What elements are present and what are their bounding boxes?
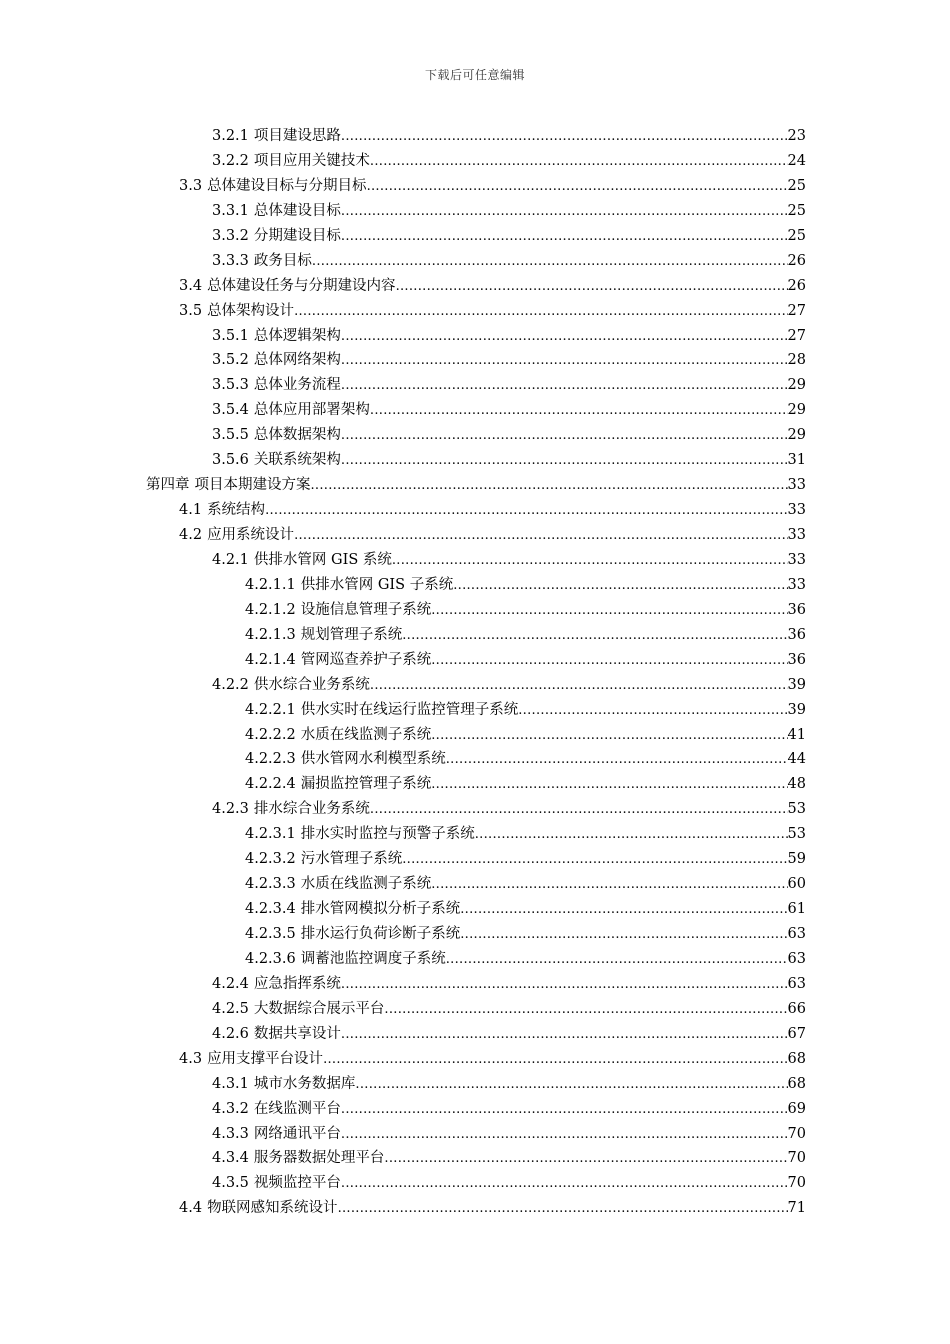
toc-entry-page-number: 25 xyxy=(787,227,806,244)
toc-entry-page-number: 31 xyxy=(787,452,806,469)
toc-entry-title: 排水运行负荷诊断子系统 xyxy=(300,926,461,942)
toc-entry-number: 3.5.1 xyxy=(212,327,249,344)
toc-entry[interactable] xyxy=(0,1171,950,1196)
toc-dot-leader xyxy=(341,424,788,449)
toc-entry-title: 总体业务流程 xyxy=(253,377,341,394)
toc-entry-title: 供排水管网 GIS 子系统 xyxy=(300,576,454,593)
toc-entry-title: 排水实时监控与预警子系统 xyxy=(300,826,475,843)
toc-dot-leader xyxy=(341,973,788,998)
toc-entry-number: 3.3.2 xyxy=(212,227,249,244)
toc-entry-title: 城市水务数据库 xyxy=(253,1075,356,1092)
toc-entry-title: 调蓄池监控调度子系统 xyxy=(300,950,446,967)
toc-entry-number: 3.3 xyxy=(179,177,203,194)
toc-dot-leader xyxy=(431,649,787,674)
toc-entry-page-number: 33 xyxy=(787,527,806,543)
toc-entry-number: 3.4 xyxy=(179,277,203,294)
toc-entry-title: 总体应用部署架构 xyxy=(253,402,370,419)
toc-entry-page-number: 26 xyxy=(787,277,806,294)
toc-entry-title: 物联网感知系统设计 xyxy=(207,1200,338,1217)
toc-entry-number: 4.2.3.2 xyxy=(245,851,296,868)
toc-dot-leader xyxy=(341,325,788,350)
toc-entry-number: 3.2.2 xyxy=(212,152,249,169)
toc-dot-leader xyxy=(294,300,787,325)
toc-dot-leader xyxy=(312,250,788,275)
toc-entry-title: 漏损监控管理子系统 xyxy=(300,776,432,793)
toc-entry-page-number: 67 xyxy=(787,1025,806,1042)
toc-dot-leader xyxy=(460,923,787,948)
toc-entry[interactable] xyxy=(0,1122,950,1147)
toc-entry[interactable] xyxy=(0,473,950,498)
toc-entry-title: 应用支撑平台设计 xyxy=(207,1050,324,1067)
toc-entry-title: 大数据综合展示平台 xyxy=(253,1000,385,1017)
toc-entry[interactable] xyxy=(0,174,950,199)
toc-entry[interactable] xyxy=(0,897,950,922)
toc-entry-title: 总体网络架构 xyxy=(253,352,341,369)
toc-entry-page-number: 25 xyxy=(787,202,806,219)
toc-entry-number: 4.2.1.2 xyxy=(245,601,296,618)
toc-entry-title: 设施信息管理子系统 xyxy=(300,601,432,618)
toc-entry[interactable] xyxy=(0,224,950,249)
toc-entry-number: 4.2.6 xyxy=(212,1025,249,1042)
toc-dot-leader xyxy=(431,724,787,749)
toc-dot-leader xyxy=(453,574,787,599)
toc-entry[interactable] xyxy=(0,1146,950,1171)
toc-dot-leader xyxy=(341,374,788,399)
toc-entry[interactable] xyxy=(0,348,950,373)
toc-dot-leader xyxy=(431,773,787,798)
toc-entry-title: 数据共享设计 xyxy=(253,1025,341,1042)
toc-entry[interactable] xyxy=(0,573,950,598)
toc-entry-number: 3.5.6 xyxy=(212,452,249,469)
toc-entry[interactable] xyxy=(0,822,950,847)
toc-dot-leader xyxy=(367,175,788,200)
toc-entry-number: 3.3.3 xyxy=(212,252,249,269)
toc-entry-page-number: 53 xyxy=(787,801,806,818)
toc-entry-title: 规划管理子系统 xyxy=(300,626,403,643)
toc-entry[interactable] xyxy=(0,847,950,872)
toc-entry[interactable] xyxy=(0,548,950,573)
toc-entry-title: 供水综合业务系统 xyxy=(253,676,370,693)
toc-entry[interactable] xyxy=(0,423,950,448)
toc-entry-number: 4.2.1.3 xyxy=(245,626,296,643)
toc-dot-leader xyxy=(431,599,787,624)
toc-dot-leader xyxy=(323,1048,787,1073)
toc-entry-number: 4.2.3 xyxy=(212,801,249,818)
toc-entry-title: 水质在线监测子系统 xyxy=(300,726,432,743)
toc-entry-number: 4.2.3.4 xyxy=(245,901,296,918)
toc-entry[interactable] xyxy=(0,772,950,797)
toc-entry-title: 总体建设任务与分期建设内容 xyxy=(207,277,396,294)
toc-entry-number: 3.2.1 xyxy=(212,128,249,144)
toc-entry-number: 4.3.5 xyxy=(212,1175,249,1192)
toc-entry-title: 排水管网模拟分析子系统 xyxy=(300,901,461,918)
toc-entry[interactable] xyxy=(0,448,950,473)
toc-entry-number: 4.3.4 xyxy=(212,1150,249,1167)
toc-dot-leader xyxy=(341,200,788,225)
toc-entry-number: 4.3 xyxy=(179,1050,203,1067)
toc-dot-leader xyxy=(341,1172,788,1197)
toc-dot-leader xyxy=(265,499,787,524)
toc-dot-leader xyxy=(341,449,788,474)
toc-entry-number: 3.5 xyxy=(179,302,203,319)
toc-dot-leader xyxy=(402,624,787,649)
toc-dot-leader xyxy=(370,798,788,823)
toc-entry-number: 3.3.1 xyxy=(212,202,249,219)
toc-entry[interactable] xyxy=(0,673,950,698)
toc-entry-title: 项目建设思路 xyxy=(253,128,341,144)
toc-entry-title: 总体逻辑架构 xyxy=(253,327,341,344)
toc-dot-leader xyxy=(341,349,788,374)
toc-entry-title: 项目应用关键技术 xyxy=(253,152,370,169)
toc-entry-title: 应急指挥系统 xyxy=(253,975,341,992)
toc-entry-page-number: 68 xyxy=(787,1050,806,1067)
toc-dot-leader xyxy=(396,275,788,300)
toc-entry[interactable] xyxy=(0,498,950,523)
toc-entry-number: 4.2.1 xyxy=(212,551,249,568)
toc-entry-page-number: 24 xyxy=(787,152,806,169)
toc-entry[interactable] xyxy=(0,648,950,673)
toc-dot-leader xyxy=(341,1023,788,1048)
toc-entry-title: 供排水管网 GIS 系统 xyxy=(253,551,392,568)
toc-entry-number: 4.2.1.1 xyxy=(245,576,296,593)
toc-entry-page-number: 70 xyxy=(787,1150,806,1167)
toc-entry-page-number: 28 xyxy=(787,352,806,369)
toc-entry-title: 网络通讯平台 xyxy=(253,1125,341,1142)
toc-entry-page-number: 29 xyxy=(787,427,806,444)
toc-entry-title: 管网巡查养护子系统 xyxy=(300,651,432,668)
toc-entry-number: 4.2.3.3 xyxy=(245,876,296,893)
toc-entry-page-number: 70 xyxy=(787,1175,806,1192)
toc-entry-page-number: 63 xyxy=(787,926,806,942)
toc-entry-number: 4.3.3 xyxy=(212,1125,249,1142)
toc-entry[interactable] xyxy=(0,1097,950,1122)
toc-entry-title: 系统结构 xyxy=(207,502,266,519)
toc-entry-page-number: 70 xyxy=(787,1125,806,1142)
toc-entry-title: 分期建设目标 xyxy=(253,227,341,244)
toc-entry-number: 4.4 xyxy=(179,1200,203,1217)
toc-entry-page-number: 33 xyxy=(787,551,806,568)
toc-entry-title: 在线监测平台 xyxy=(253,1100,341,1117)
toc-dot-leader xyxy=(384,1147,787,1172)
toc-entry-page-number: 39 xyxy=(787,701,806,718)
toc-dot-leader xyxy=(392,549,788,574)
toc-entry[interactable] xyxy=(0,797,950,822)
toc-entry-title: 总体数据架构 xyxy=(253,427,341,444)
toc-entry-number: 4.1 xyxy=(179,502,203,519)
toc-entry-page-number: 68 xyxy=(787,1075,806,1092)
toc-dot-leader xyxy=(370,150,788,175)
toc-entry[interactable] xyxy=(0,947,950,972)
header-note: 下载后可任意编辑 xyxy=(424,68,525,82)
toc-entry-title: 服务器数据处理平台 xyxy=(253,1150,385,1167)
toc-entry[interactable] xyxy=(0,373,950,398)
toc-entry[interactable] xyxy=(0,299,950,324)
toc-entry-page-number: 39 xyxy=(787,676,806,693)
toc-entry-page-number: 26 xyxy=(787,252,806,269)
toc-dot-leader xyxy=(338,1197,788,1222)
toc-entry-page-number: 33 xyxy=(787,502,806,519)
toc-entry[interactable] xyxy=(0,623,950,648)
toc-entry-title: 供水实时在线运行监控管理子系统 xyxy=(300,701,519,718)
toc-entry-page-number: 36 xyxy=(787,626,806,643)
toc-entry-page-number: 29 xyxy=(787,402,806,419)
toc-entry-title: 政务目标 xyxy=(253,252,312,269)
toc-dot-leader xyxy=(294,524,787,549)
toc-entry-page-number: 29 xyxy=(787,377,806,394)
toc-dot-leader xyxy=(341,225,788,250)
toc-entry-number: 4.2 xyxy=(179,527,203,543)
toc-entry-page-number: 53 xyxy=(787,826,806,843)
toc-entry-number: 3.5.3 xyxy=(212,377,249,394)
toc-entry-title: 总体建设目标与分期目标 xyxy=(207,177,367,194)
toc-entry-number: 4.2.4 xyxy=(212,975,249,992)
toc-entry-page-number: 48 xyxy=(787,776,806,793)
toc-dot-leader xyxy=(475,823,788,848)
toc-entry-number: 4.2.3.6 xyxy=(245,950,296,967)
toc-dot-leader xyxy=(370,399,788,424)
toc-entry[interactable] xyxy=(0,872,950,897)
toc-dot-leader xyxy=(518,699,787,724)
toc-entry[interactable] xyxy=(0,324,950,349)
toc-entry-page-number: 61 xyxy=(787,901,806,918)
toc-entry[interactable] xyxy=(0,1072,950,1097)
toc-entry-page-number: 44 xyxy=(787,751,806,768)
toc-entry-title: 污水管理子系统 xyxy=(300,851,403,868)
table-of-contents xyxy=(0,124,950,1221)
toc-entry[interactable] xyxy=(0,1196,950,1221)
toc-dot-leader xyxy=(446,948,788,973)
toc-entry[interactable] xyxy=(0,199,950,224)
toc-dot-leader xyxy=(355,1073,787,1098)
toc-entry-number: 4.2.1.4 xyxy=(245,651,296,668)
toc-entry[interactable] xyxy=(0,149,950,174)
toc-entry-page-number: 23 xyxy=(787,128,806,144)
toc-entry-title: 视频监控平台 xyxy=(253,1175,341,1192)
toc-entry-number: 4.2.3.1 xyxy=(245,826,296,843)
toc-entry-page-number: 36 xyxy=(787,651,806,668)
toc-entry[interactable] xyxy=(0,249,950,274)
toc-entry[interactable] xyxy=(0,747,950,772)
toc-entry-number: 4.2.2.4 xyxy=(245,776,296,793)
toc-entry-number: 4.2.5 xyxy=(212,1000,249,1017)
toc-entry[interactable] xyxy=(0,124,950,149)
toc-entry-page-number: 41 xyxy=(787,726,806,743)
toc-dot-leader xyxy=(446,748,788,773)
toc-entry-title: 关联系统架构 xyxy=(253,452,341,469)
toc-entry-page-number: 33 xyxy=(787,576,806,593)
toc-entry-page-number: 59 xyxy=(787,851,806,868)
toc-entry-page-number: 69 xyxy=(787,1100,806,1117)
toc-entry-page-number: 33 xyxy=(787,477,806,494)
toc-entry[interactable] xyxy=(0,723,950,748)
toc-entry-title: 总体建设目标 xyxy=(253,202,341,219)
toc-dot-leader xyxy=(402,848,787,873)
toc-entry[interactable] xyxy=(0,972,950,997)
toc-entry-number: 4.2.2.2 xyxy=(245,726,296,743)
toc-dot-leader xyxy=(431,873,787,898)
toc-entry-number: 4.2.2 xyxy=(212,676,249,693)
toc-entry-page-number: 25 xyxy=(787,177,806,194)
toc-entry-number: 3.5.4 xyxy=(212,402,249,419)
toc-entry-number: 第四章 xyxy=(146,477,190,494)
toc-entry-number: 4.3.2 xyxy=(212,1100,249,1117)
toc-entry-title: 排水综合业务系统 xyxy=(253,801,370,818)
toc-entry[interactable] xyxy=(0,1047,950,1072)
toc-entry-page-number: 60 xyxy=(787,876,806,893)
toc-entry-number: 4.3.1 xyxy=(212,1075,249,1092)
toc-entry-number: 3.5.5 xyxy=(212,427,249,444)
toc-dot-leader xyxy=(341,1098,788,1123)
toc-entry-page-number: 63 xyxy=(787,975,806,992)
toc-entry[interactable] xyxy=(0,1022,950,1047)
toc-entry-title: 供水管网水利模型系统 xyxy=(300,751,446,768)
toc-entry-title: 总体架构设计 xyxy=(207,302,295,319)
toc-entry-page-number: 63 xyxy=(787,950,806,967)
toc-entry[interactable] xyxy=(0,398,950,423)
toc-entry-page-number: 71 xyxy=(787,1200,806,1217)
toc-dot-leader xyxy=(341,1123,788,1148)
toc-entry-title: 项目本期建设方案 xyxy=(194,477,311,494)
toc-entry[interactable] xyxy=(0,598,950,623)
toc-entry[interactable] xyxy=(0,922,950,947)
toc-entry[interactable] xyxy=(0,274,950,299)
toc-entry-page-number: 36 xyxy=(787,601,806,618)
toc-entry-page-number: 27 xyxy=(787,327,806,344)
toc-entry-number: 4.2.3.5 xyxy=(245,926,296,942)
toc-entry[interactable] xyxy=(0,698,950,723)
toc-dot-leader xyxy=(311,474,788,499)
toc-dot-leader xyxy=(384,998,787,1023)
toc-dot-leader xyxy=(460,898,787,923)
toc-entry-number: 4.2.2.3 xyxy=(245,751,296,768)
toc-entry-page-number: 66 xyxy=(787,1000,806,1017)
toc-entry[interactable] xyxy=(0,523,950,548)
toc-entry[interactable] xyxy=(0,997,950,1022)
toc-entry-page-number: 27 xyxy=(787,302,806,319)
toc-entry-title: 水质在线监测子系统 xyxy=(300,876,432,893)
toc-dot-leader xyxy=(370,674,788,699)
toc-entry-number: 4.2.2.1 xyxy=(245,701,296,718)
toc-entry-number: 3.5.2 xyxy=(212,352,249,369)
toc-entry-title: 应用系统设计 xyxy=(207,527,295,543)
toc-dot-leader xyxy=(341,125,788,150)
